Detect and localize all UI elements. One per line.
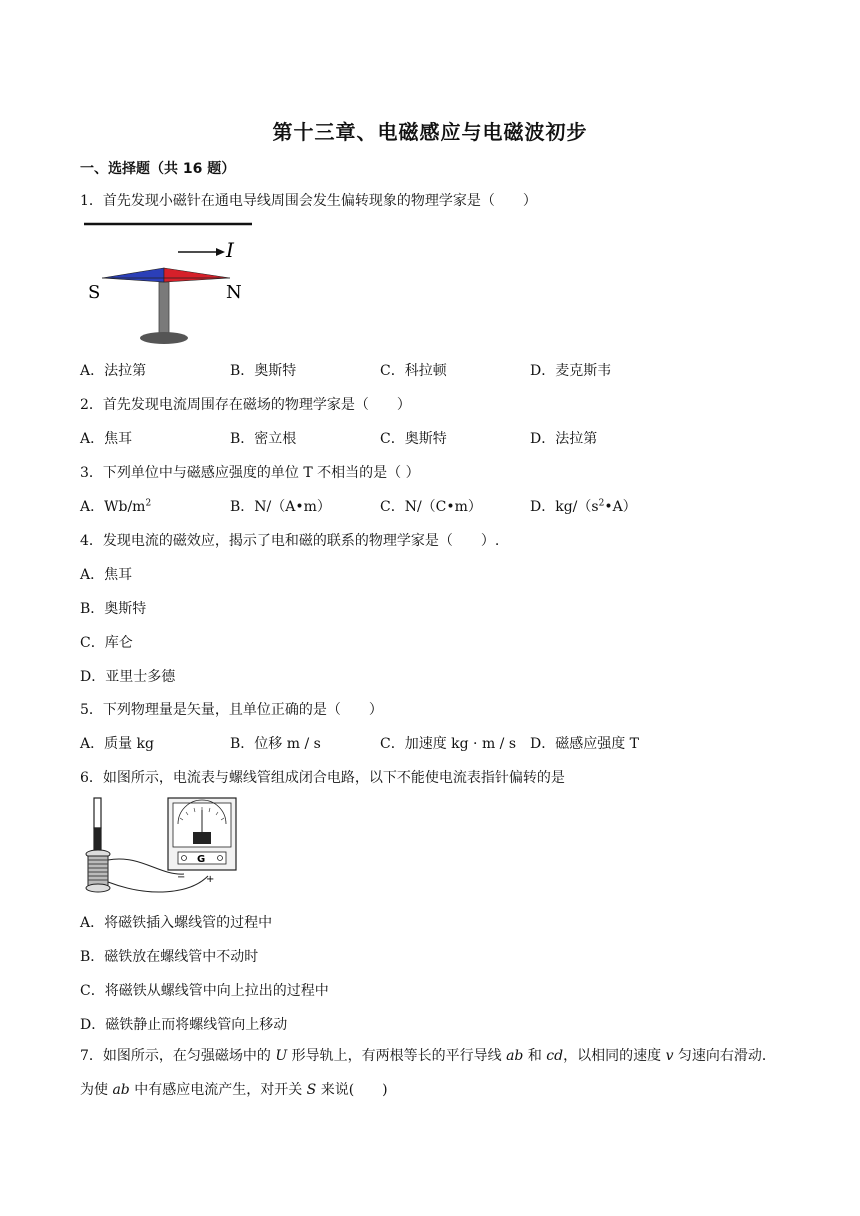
question-5-options [80, 733, 780, 753]
question-5-stem: 5．下列物理量是矢量，且单位正确的是（ ） [80, 702, 383, 718]
plus-terminal-label: + [206, 874, 215, 885]
minus-terminal-label: − [177, 872, 186, 883]
option-a[interactable]: A．焦耳 [80, 567, 133, 583]
question-7-stem: 7．如图所示，在匀强磁场中的 U 形导轨上，有两根等长的平行导线 ab 和 cd，以相同的速度 v 匀速向右滑动．为使 ab 中有感应电流产生，对开关 S 来说( ) [80, 1048, 776, 1098]
option-d[interactable]: D．磁感应强度 T [530, 736, 640, 752]
option-a[interactable]: A．质量 kg [80, 736, 155, 752]
galvanometer-solenoid-figure [80, 794, 250, 898]
question-3-stem: 3．下列单位中与磁感应强度的单位 T 不相当的是（ ） [80, 465, 420, 481]
option-b[interactable]: B．N/（A•m） [230, 499, 331, 515]
north-label: N [226, 282, 242, 303]
meter-label: G [197, 854, 206, 865]
option-c[interactable]: C．奥斯特 [380, 431, 447, 447]
option-d[interactable]: D．$kg/(s^2•A)$ [530, 498, 637, 515]
option-b[interactable]: B．位移 m / s [230, 736, 321, 752]
option-d[interactable]: D．麦克斯韦 [530, 363, 612, 379]
needle-south-half [102, 268, 164, 282]
option-c[interactable]: C．加速度 kg · m / s [380, 736, 517, 752]
current-arrow-head [216, 248, 225, 256]
question-4-stem: 4．发现电流的磁效应，揭示了电和磁的联系的物理学家是（ ）. [80, 533, 500, 549]
option-a[interactable]: A．将磁铁插入螺线管的过程中 [80, 915, 273, 931]
question-2-options [80, 428, 780, 448]
option-a[interactable]: A．焦耳 [80, 431, 133, 447]
magnet-bottom [94, 828, 101, 850]
question-6-stem: 6．如图所示，电流表与螺线管组成闭合电路，以下不能使电流表指针偏转的是 [80, 770, 565, 786]
option-c[interactable]: C．将磁铁从螺线管中向上拉出的过程中 [80, 983, 329, 999]
section-heading: 一、选择题（共 16 题） [80, 161, 236, 177]
question-1-options [80, 360, 780, 380]
option-d[interactable]: D．磁铁静止而将螺线管向上移动 [80, 1017, 288, 1033]
option-a[interactable]: A．法拉第 [80, 363, 147, 379]
option-d[interactable]: D．法拉第 [530, 431, 598, 447]
option-c[interactable]: C．科拉顿 [380, 363, 447, 379]
option-b[interactable]: B．磁铁放在螺线管中不动时 [80, 949, 259, 965]
option-a[interactable]: A．$Wb/m^2$ [80, 498, 152, 515]
magnet-top [94, 798, 101, 828]
compass-needle-figure [80, 220, 260, 348]
option-d[interactable]: D．亚里士多德 [80, 669, 176, 685]
option-c[interactable]: C．N/（C•m） [380, 499, 482, 515]
question-3-options [80, 496, 780, 516]
south-label: S [88, 282, 101, 303]
question-1-stem: 1．首先发现小磁针在通电导线周围会发生偏转现象的物理学家是（ ） [80, 193, 537, 209]
option-b[interactable]: B．密立根 [230, 431, 297, 447]
question-2-stem: 2．首先发现电流周围存在磁场的物理学家是（ ） [80, 397, 411, 413]
needle-north-half [164, 268, 230, 282]
option-b[interactable]: B．奥斯特 [80, 601, 147, 617]
stand-base [140, 332, 188, 344]
option-b[interactable]: B．奥斯特 [230, 363, 297, 379]
page-title: 第十三章、电磁感应与电磁波初步 [272, 120, 588, 144]
option-c[interactable]: C．库仑 [80, 635, 133, 651]
needle-stand [159, 282, 169, 336]
current-label: I [226, 238, 234, 262]
